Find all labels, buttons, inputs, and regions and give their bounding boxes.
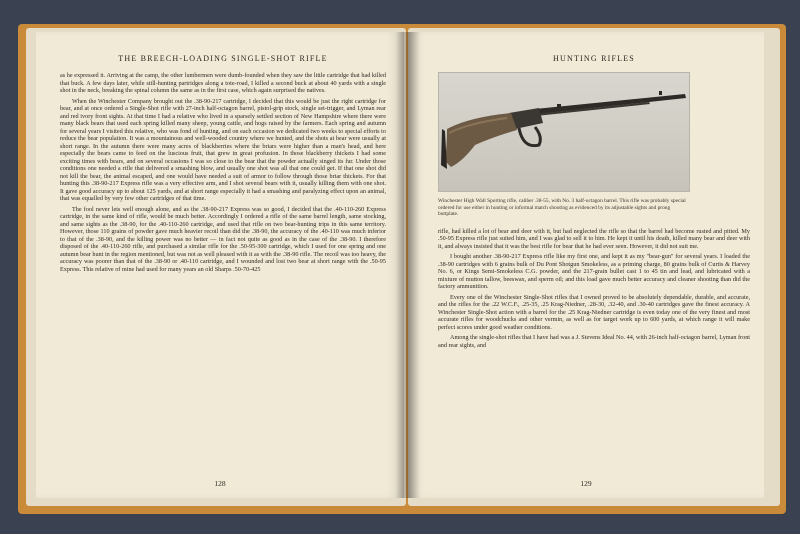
left-running-head: THE BREECH-LOADING SINGLE-SHOT RIFLE	[118, 54, 328, 63]
figure-caption: Winchester High Wall Sporting rifle, caliber .38-55, with No. 3 half-octagon barrel. This rifle was probably special ordered for use either in hunting or informal match shooting as evidenced by its adjustable sights and prong buttplate.	[438, 198, 686, 218]
right-paragraph-4: Among the single-shot rifles that I have had was a J. Stevens Ideal No. 44, with 26-inch half-octagon barrel, Lyman front and rear sights, and	[438, 334, 751, 349]
rifle-photograph	[438, 72, 690, 192]
left-paragraph-3: The fool never lets well enough alone, and as the .38-90-217 Express was so good, I decided that the .40-110-260 Express cartridge, in the same kind of rifle, would be much better. Accordingly I ordered a rifle of the same barrel length, same stocking, and same sights as the .38-90, for the .40-110-260 cartridge, and used that rifle on two bear-hunting trips in this same territory. However, those 110 grains of powder gave much heavier recoil than did the .38-90, the accuracy of the .40-110 was much inferior to that of the .38-90, and the killing power was no better — in fact not quite as good as in the case of the .38-90. I therefore disposed of the .40-110-260 rifle, and purchased a similar rifle for the .50-95-300 cartridge, which I used for one spring and one autumn bear hunt in the region mentioned, but was not as well pleased with it as with the .38-90 rifle. The recoil was too heavy, the accuracy was poorer than that of the .38-90 or .40-110 cartridge, and I wounded and lost two bear at short range with the .50-95 Express. This relative of mine had used for many years an old Sharps .50-70-425	[60, 205, 386, 273]
right-page	[408, 32, 764, 498]
left-paragraph-2: When the Winchester Company brought out the .38-90-217 cartridge, I decided that this would be just the right cartridge for bear, and at once ordered a Single-Shot rifle with 27-inch half-octagon barrel, pistol-grip stock, single set-trigger, and Lyman rear and red ivory front sights. At that time I had a relative who lived in a sparsely settled section of New Hampshire where there were many black bears that used each spring killed many sheep, young cattle, and hogs raised by the farmers. Each spring and autumn for several years I visited this relative, who was fond of hunting, and on each occasion we dedicated two weeks to special efforts to reduce the bear population. It was a mountainous and well-wooded country where we hunted, and the shots at bear were usually at short range. In the autumn there were many acres of blackberries where the briars were higher than a man's head, and here especially the bears came to feed on the luscious fruit, that grew in great profusion. In those blackberry thickets I had some exciting times with bears, and on several occasions I was so close to the bear that the powder actually singed its fur. Under those conditions one needed a rifle that delivered a smashing blow, and usually one shot was all that one could get. If that one shot did not kill the bear, the animal escaped, and one would have needed a suit of armor to follow through those briar thickets. For that hunting this .38-90-217 Express rifle was a very effective arm, and I shot several bears with it, usually killing them with one shot. It gave good accuracy up to about 125 yards, and at short range especially it had a smashing and paralyzing effect upon an animal, that was equalled by very few other cartridges of that time.	[60, 97, 386, 202]
left-page-text	[60, 72, 386, 273]
right-paragraph-3: Every one of the Winchester Single-Shot rifles that I owned proved to be absolutely dependable, durable, and accurate, and the rifles for the .22 W.C.F., .25-35, .25 Krag-Niedner, .28-30, .32-40, and .30-40 cartridges gave the finest accuracy. A Winchester Single-Shot action with a barrel for the .25 Krag-Niedner cartridge is even today one of the very finest and most accurate rifles for woodchucks and other vermin, as well as for target work up to 600 yards, at which range it will make perfect scores under good weather conditions.	[438, 293, 750, 331]
right-running-head: HUNTING RIFLES	[553, 54, 635, 63]
left-paragraph-1: as he expressed it. Arriving at the camp, the other lumbermen were dumb-founded when they saw the little cartridge that had killed that buck. A few days later, while still-hunting partridges along a tote-road, I killed a second buck at about 40 yards with a single shot in the neck, breaking the spinal column the same as in the first case, which again surprised the natives.	[60, 72, 386, 94]
left-page-number: 128	[214, 479, 226, 488]
right-page-text	[438, 228, 750, 350]
right-paragraph-2: I bought another .38-90-217 Express rifle like my first one, and kept it as my "bear-gun" for several years. I loaded the .38-90 cartridges with 6 grains bulk of Du Pont Shotgun Smokeless, as a priming charge, 80 grains bulk of Curtis & Harvey No. 6, or Kings Semi-Smokeless C.G. powder, and the 217-grain bullet cast 1 to 45 tin and lead, and lubricated with a mixture of mutton tallow, beeswax, and sperm oil; and this load gave much better accuracy and cleaner shooting than did the factory ammunition.	[438, 253, 750, 291]
left-page	[36, 32, 404, 498]
rifle-illustration	[439, 73, 689, 191]
right-page-number: 129	[580, 479, 592, 488]
right-paragraph-1: rifle, had killed a lot of bear and deer with it, but had neglected the rifle so that the barrel had become rusted and pitted. My .50-95 Express rifle just suited him, and I was glad to sell it to him. He kept it until his death, killed many bear and deer with it, and always insisted that it was the best rifle for bear that he had ever seen. However, it did not suit me.	[438, 227, 750, 250]
